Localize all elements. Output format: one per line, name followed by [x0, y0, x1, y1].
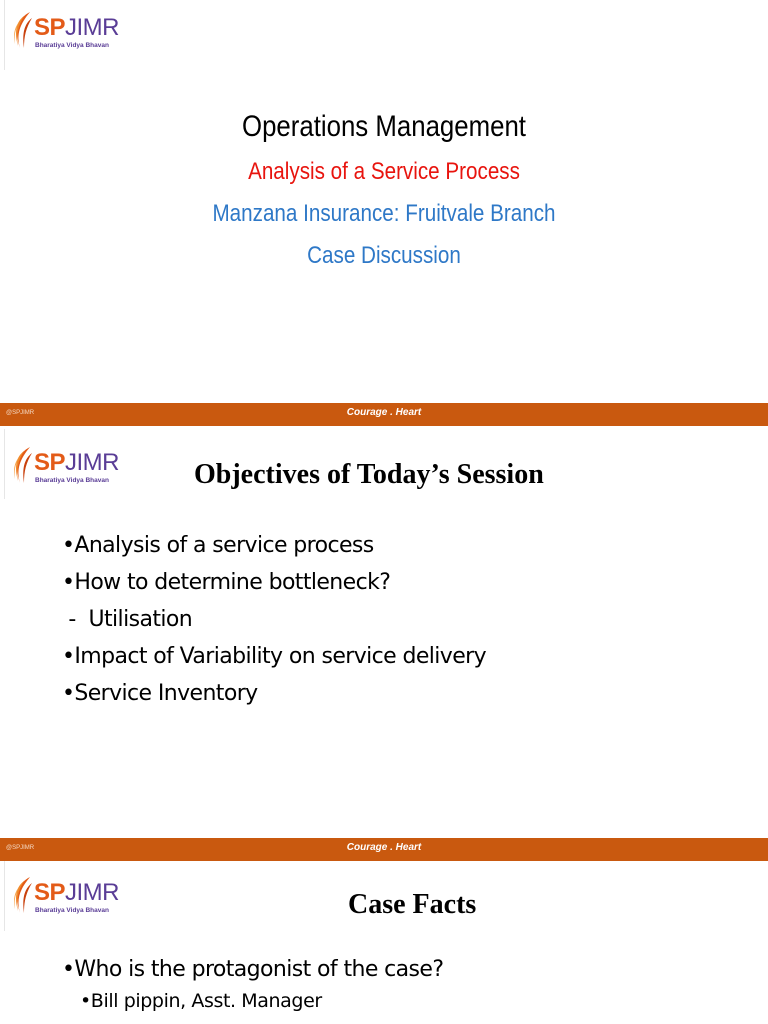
slide2-title: Objectives of Today’s Session — [194, 459, 544, 490]
logo-wordmark: SPJIMR — [34, 449, 120, 476]
logo-wordmark: SPJIMR — [34, 14, 120, 41]
slide-title — [0, 0, 768, 403]
slide-objectives — [0, 429, 768, 837]
slide1-case-name: Manzana Insurance: Fruitvale Branch — [212, 200, 556, 227]
logo-subtitle: Bharatiya Vidya Bhavan — [35, 42, 109, 49]
list-item: •Service Inventory — [62, 681, 258, 706]
objectives-list — [62, 527, 486, 712]
spjimr-logo — [10, 875, 130, 919]
footer-motto: Courage . Heart — [346, 407, 422, 418]
case-facts-list — [62, 953, 443, 1015]
flame-icon — [10, 10, 34, 50]
logo-subtitle: Bharatiya Vidya Bhavan — [35, 477, 109, 484]
slide-footer — [0, 838, 768, 861]
logo-divider — [4, 0, 5, 70]
logo-divider — [4, 429, 5, 499]
list-item: - Utilisation — [62, 607, 193, 632]
spjimr-logo — [10, 445, 130, 489]
slide1-case-label: Case Discussion — [307, 242, 461, 269]
list-item: •Impact of Variability on service delivery — [62, 644, 486, 669]
logo-subtitle: Bharatiya Vidya Bhavan — [35, 907, 109, 914]
list-item: •How to determine bottleneck? — [62, 570, 391, 595]
footer-copyright: @SPJIMR — [6, 845, 35, 851]
spjimr-logo — [10, 10, 130, 54]
list-item-answer: •Bill pippin, Asst. Manager — [80, 990, 322, 1012]
footer-motto: Courage . Heart — [346, 842, 422, 853]
list-item-question: •Who is the protagonist of the case? — [62, 957, 444, 982]
footer-copyright: @SPJIMR — [6, 410, 35, 416]
flame-icon — [10, 445, 34, 485]
slide1-subtitle: Analysis of a Service Process — [248, 158, 520, 185]
slide1-title: Operations Management — [242, 110, 526, 143]
list-item: •Analysis of a service process — [62, 533, 374, 558]
slide-footer — [0, 403, 768, 426]
logo-wordmark: SPJIMR — [34, 879, 120, 906]
slide-case-facts — [0, 861, 768, 1024]
slide3-title: Case Facts — [348, 889, 477, 920]
logo-divider — [4, 861, 5, 931]
flame-icon — [10, 875, 34, 915]
